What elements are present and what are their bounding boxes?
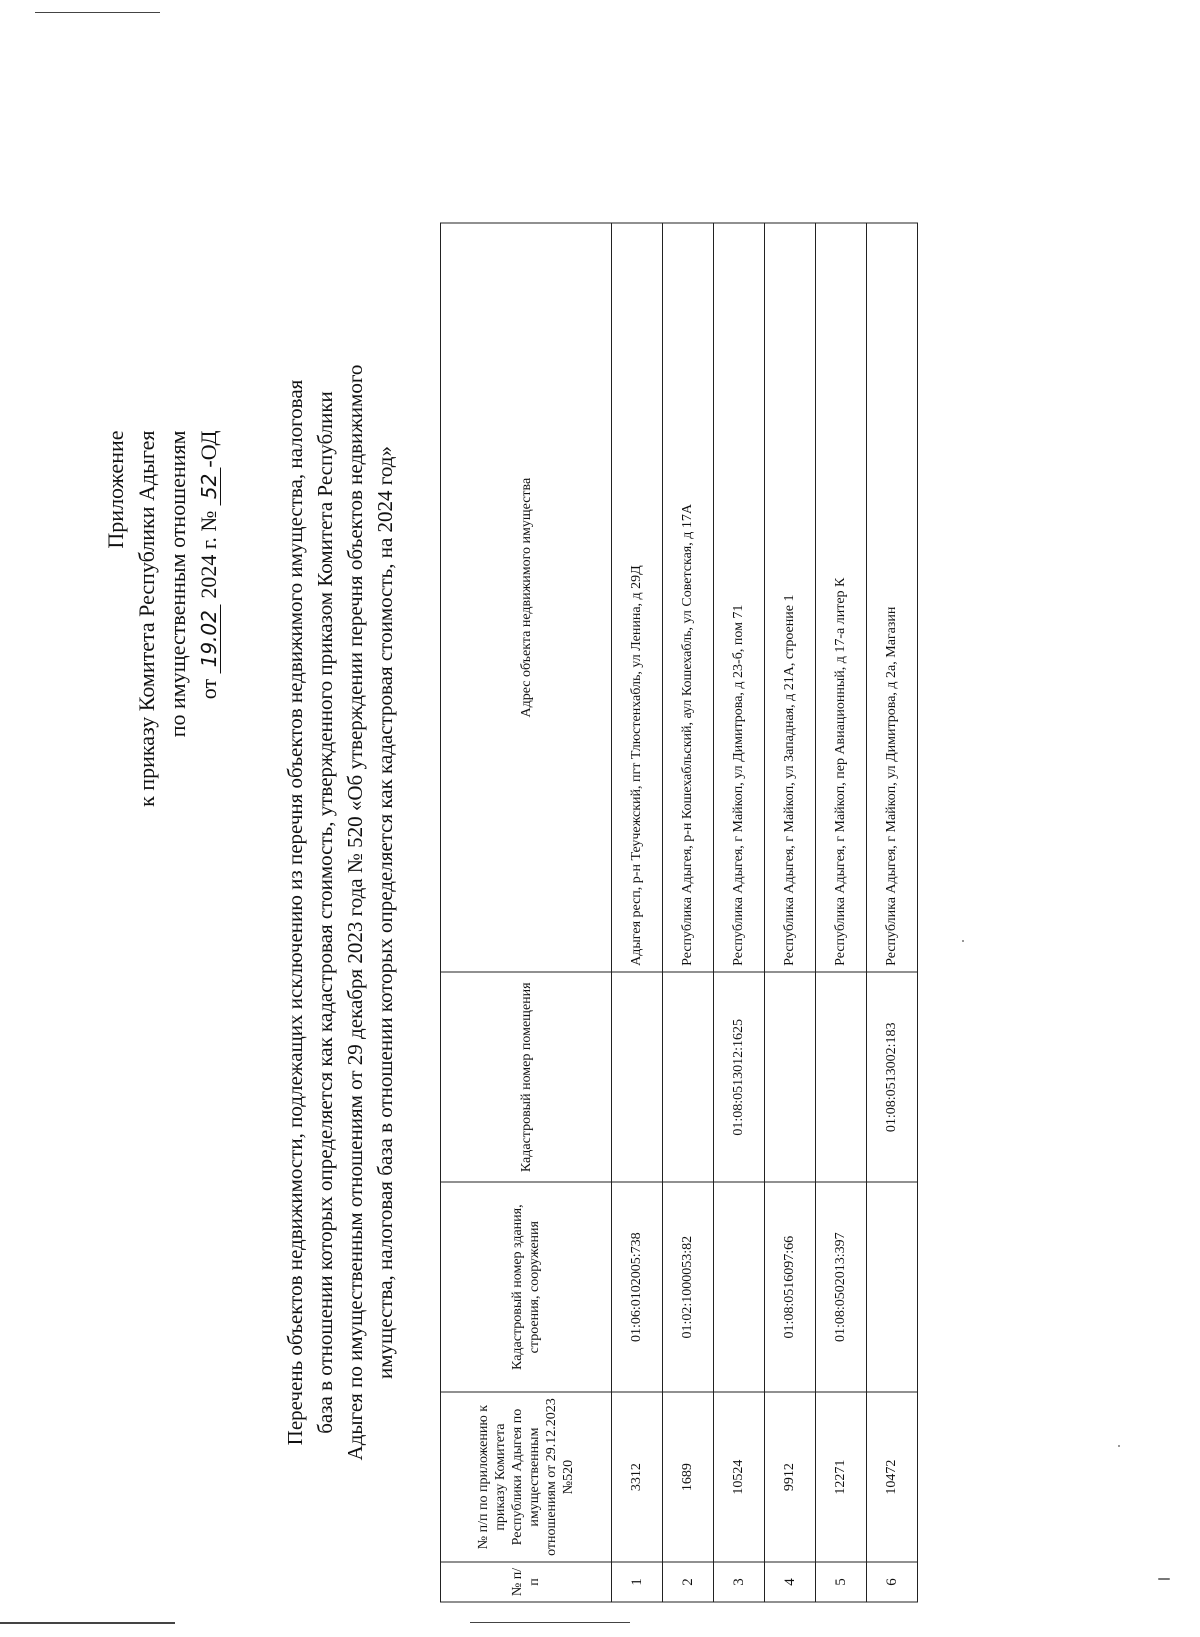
cell-source-index: 10472 <box>867 1392 918 1562</box>
title-line-2: база в отношении которых определяется как кадастровая стоимость, утвержденного приказом Комитета Республики <box>313 390 337 1434</box>
cell-premises-cadastral: 01:08:0513012:1625 <box>714 972 765 1182</box>
header-premises-cadastral: Кадастровый номер помещения <box>441 972 612 1182</box>
cell-building-cadastral: 01:08:0516097:66 <box>765 1182 816 1392</box>
order-number-handwritten: 52 <box>198 467 221 504</box>
cell-index: 5 <box>816 1562 867 1602</box>
date-mid: 2024 г. № <box>196 510 221 599</box>
cell-address: Республика Адыгея, р-н Кошехабльский, аул Кошехабль, ул Советская, д 17А <box>663 223 714 972</box>
header-building-cadastral: Кадастровый номер здания, строения, сооружения <box>441 1182 612 1392</box>
table-row <box>612 223 663 1602</box>
cell-building-cadastral: 01:06:0102005:738 <box>612 1182 663 1392</box>
cell-index: 2 <box>663 1562 714 1602</box>
cell-building-cadastral: 01:08:0502013:397 <box>816 1182 867 1392</box>
header-line-1: Приложение <box>103 430 128 549</box>
title-line-4: имущества, налоговая база в отношении которых определяется как кадастровая стоимость, на 2024 год» <box>373 445 397 1379</box>
order-suffix: -ОД <box>196 430 221 468</box>
table-row <box>765 223 816 1602</box>
cell-source-index: 10524 <box>714 1392 765 1562</box>
header-date-line <box>193 430 224 806</box>
cell-premises-cadastral: 01:08:0513002:183 <box>867 972 918 1182</box>
table-row <box>867 223 918 1602</box>
cell-building-cadastral <box>714 1182 765 1392</box>
table-header-row <box>441 223 612 1602</box>
scan-speck <box>1158 1578 1170 1580</box>
cell-premises-cadastral <box>816 972 867 1182</box>
cell-source-index: 1689 <box>663 1392 714 1562</box>
cell-address: Республика Адыгея, г Майкоп, ул Димитрова, д 23-б, пом 71 <box>714 223 765 972</box>
cell-address: Республика Адыгея, г Майкоп, ул Димитрова, д 2а, Магазин <box>867 223 918 972</box>
cell-index: 6 <box>867 1562 918 1602</box>
cell-index: 4 <box>765 1562 816 1602</box>
cell-index: 1 <box>612 1562 663 1602</box>
cell-building-cadastral <box>867 1182 918 1392</box>
header-index: № п/п <box>441 1562 612 1602</box>
cell-source-index: 9912 <box>765 1392 816 1562</box>
property-table <box>440 222 918 1602</box>
header-source-index: № п/п по приложению к приказу Комитета Республики Адыгея по имущественным отношениям от 29.12.2023 №520 <box>441 1392 612 1562</box>
cell-building-cadastral: 01:02:1000053:82 <box>663 1182 714 1392</box>
scan-edge-bottom <box>0 1622 175 1624</box>
cell-premises-cadastral <box>612 972 663 1182</box>
table-row <box>714 223 765 1602</box>
cell-source-index: 3312 <box>612 1392 663 1562</box>
date-prefix: от <box>196 678 221 699</box>
date-day-handwritten: 19.02 <box>198 604 221 673</box>
scan-speck <box>962 940 964 942</box>
scan-edge-bottom-2 <box>470 1622 630 1623</box>
scan-edge-top <box>35 12 160 13</box>
table-row <box>816 223 867 1602</box>
document-title <box>280 222 400 1602</box>
cell-index: 3 <box>714 1562 765 1602</box>
scan-speck <box>1118 1445 1120 1447</box>
cell-address: Республика Адыгея, г Майкоп, ул Западная, д 21А, строение 1 <box>765 223 816 972</box>
title-line-1: Перечень объектов недвижимости, подлежащих исключению из перечня объектов недвижимого имущества, налоговая <box>283 379 307 1445</box>
cell-premises-cadastral <box>765 972 816 1182</box>
appendix-header <box>100 430 224 806</box>
cell-source-index: 12271 <box>816 1392 867 1562</box>
cell-address: Республика Адыгея, г Майкоп, пер Авиационный, д 17-а литер К <box>816 223 867 972</box>
title-line-3: Адыгея по имущественным отношениям от 29 декабря 2023 года № 520 «Об утверждении перечня объектов недвижимого <box>343 364 367 1460</box>
header-address: Адрес объекта недвижимого имущества <box>441 223 612 972</box>
header-line-2: к приказу Комитета Республики Адыгея <box>134 430 159 807</box>
header-line-3: по имущественным отношениям <box>165 430 190 737</box>
cell-premises-cadastral <box>663 972 714 1182</box>
cell-address: Адыгея респ, р-н Теучежский, пгт Тлюстенхабль, ул Ленина, д 29Д <box>612 223 663 972</box>
table-row <box>663 223 714 1602</box>
